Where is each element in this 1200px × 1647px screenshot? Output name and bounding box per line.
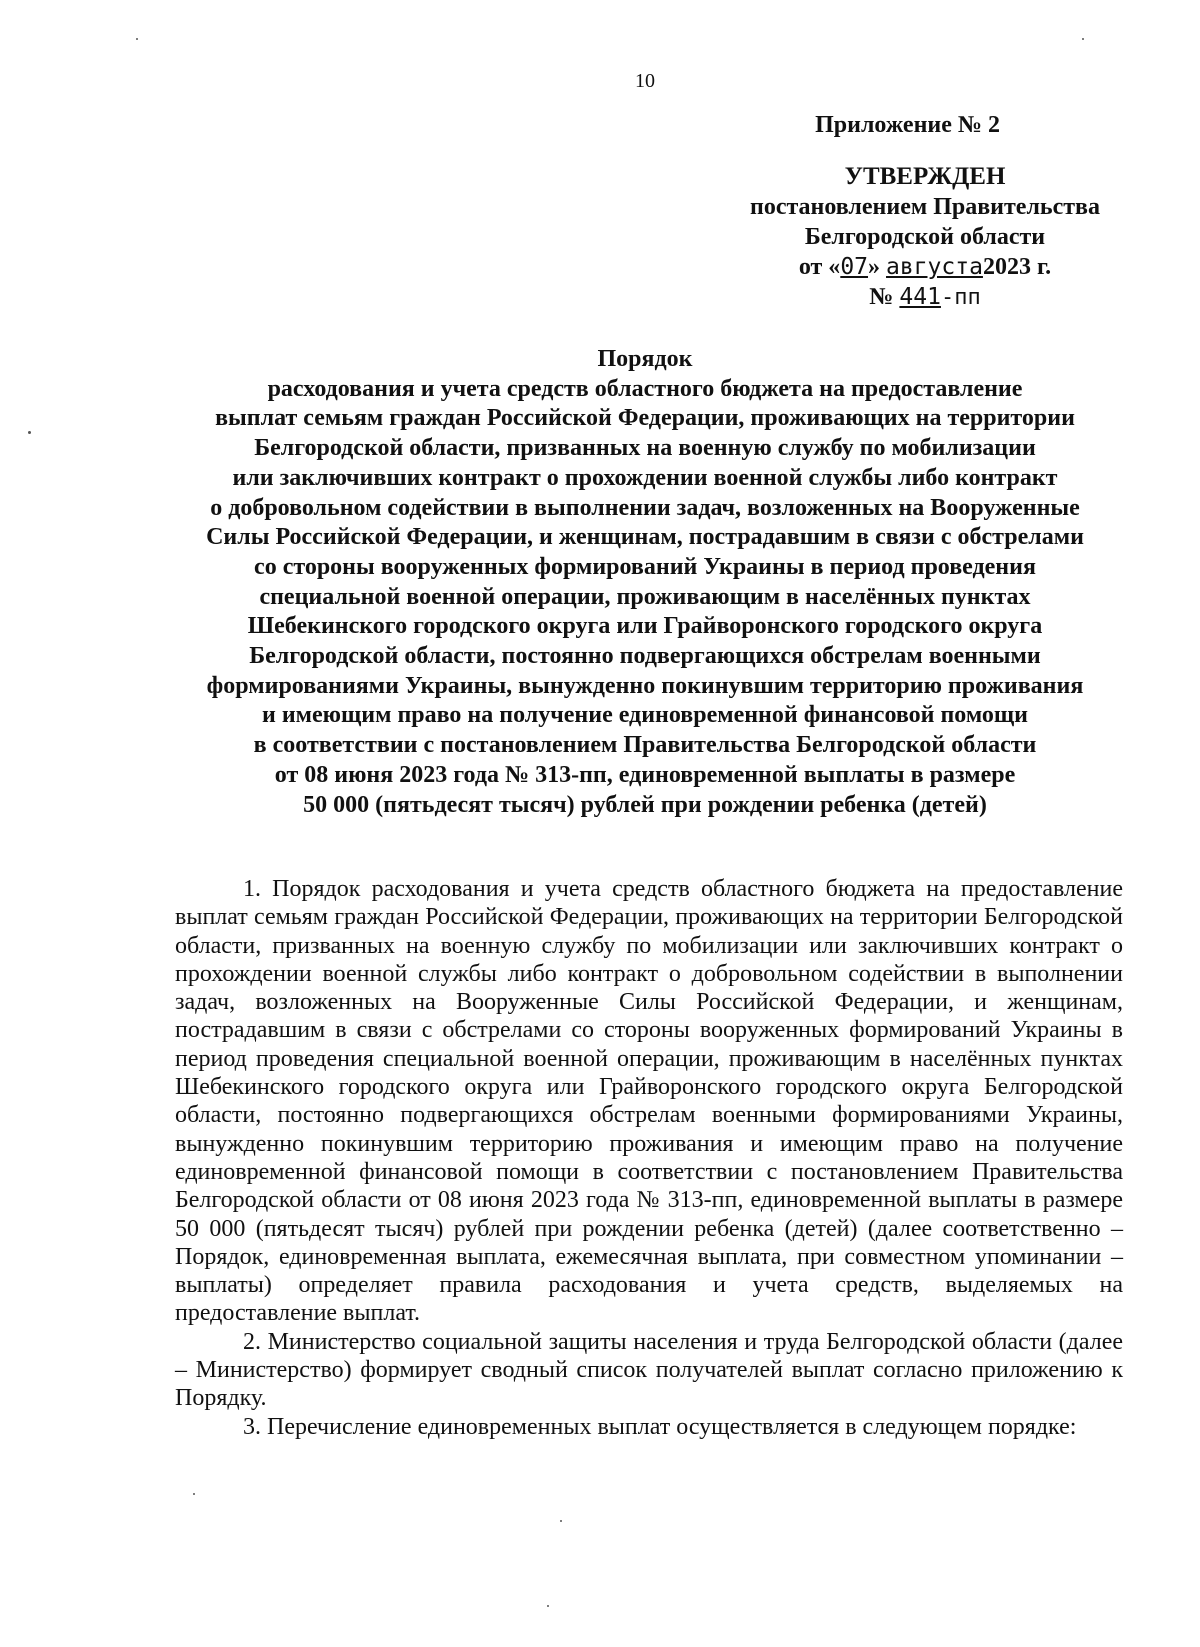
title-line: Силы Российской Федерации, и женщинам, пострадавшим в связи с обстрелами bbox=[206, 524, 1084, 551]
number-suffix: -пп bbox=[940, 285, 981, 310]
scan-speck bbox=[547, 1605, 549, 1607]
title-line: Шебекинского городского округа или Грайворонского городского округа bbox=[247, 613, 1043, 640]
date-mid: » bbox=[868, 254, 881, 280]
number-value: 441 bbox=[899, 284, 941, 310]
scan-speck bbox=[193, 1493, 195, 1495]
approval-block bbox=[700, 110, 1150, 313]
title-line: в соответствии с постановлением Правительства Белгородской области bbox=[253, 732, 1037, 759]
title-line: или заключивших контракт о прохождении военной службы либо контракт bbox=[232, 464, 1058, 491]
title-line: расходования и учета средств областного бюджета на предоставление bbox=[267, 375, 1023, 402]
title-line: от 08 июня 2023 года № 313-пп, единовременной выплаты в размере bbox=[274, 761, 1016, 788]
document-title bbox=[170, 345, 1120, 820]
approval-date bbox=[700, 252, 1150, 282]
date-month: августа bbox=[886, 254, 983, 280]
approval-number bbox=[700, 282, 1150, 313]
paragraph-1: 1. Порядок расходования и учета средств областного бюджета на предоставление выплат семьям граждан Российской Федерации, проживающих на территории Белгородской области, призванных на военную службу по мобилизации или заключивших контракт о прохождении военной службы либо контракт о добровольном содействии в выполнении задач, возложенных на Вооруженные Силы Российской Федерации, и женщинам, пострадавшим в связи с обстрелами со стороны вооруженных формирований Украины в период проведения специальной военной операции, проживающим в населённых пунктах Шебекинского городского округа или Грайворонского городского округа Белгородской области, постоянно подвергающихся обстрелам военными формированиями Украины, вынужденно покинувшим территорию проживания и имеющим право на получение единовременной финансовой помощи в соответствии с постановлением Правительства Белгородской области от 08 июня 2023 года № 313-пп, единовременной выплаты в размере 50 000 (пятьдесят тысяч) рублей при рождении ребенка (детей) (далее соответственно – Порядок, единовременная выплата, ежемесячная выплата, при совместном упоминании – выплаты) определяет правила расходования и учета средств, выделяемых на предоставление выплат. bbox=[175, 876, 1123, 1327]
document-body bbox=[175, 875, 1123, 1441]
title-heading: Порядок bbox=[597, 346, 693, 372]
date-day: 07 bbox=[840, 254, 869, 280]
date-suffix: 2023 г. bbox=[982, 254, 1052, 280]
title-line: 50 000 (пятьдесят тысяч) рублей при рождении ребенка (детей) bbox=[303, 791, 987, 818]
title-line: Белгородской области, постоянно подвергающихся обстрелам военными bbox=[249, 643, 1041, 670]
number-prefix: № bbox=[869, 284, 894, 310]
appendix-label: Приложение № 2 bbox=[815, 112, 1000, 138]
paragraph-2: 2. Министерство социальной защиты населения и труда Белгородской области (далее – Министерство) формирует сводный список получателей выплат согласно приложению к Порядку. bbox=[175, 1328, 1123, 1412]
scan-speck bbox=[136, 38, 138, 40]
paragraph-3: 3. Перечисление единовременных выплат осуществляется в следующем порядке: bbox=[243, 1413, 1077, 1440]
title-line: и имеющим право на получение единовременной финансовой помощи bbox=[262, 702, 1028, 729]
title-line: Белгородской области, призванных на военную службу по мобилизации bbox=[254, 435, 1036, 462]
title-line: о добровольном содействии в выполнении задач, возложенных на Вооруженные bbox=[210, 494, 1080, 521]
title-line: формированиями Украины, вынужденно покинувшим территорию проживания bbox=[206, 672, 1084, 699]
title-line: со стороны вооруженных формирований Украины в период проведения bbox=[254, 553, 1036, 580]
date-prefix: от « bbox=[798, 254, 841, 280]
approved-heading: УТВЕРЖДЕН bbox=[844, 163, 1006, 190]
page-number: 10 bbox=[635, 70, 655, 92]
scan-speck bbox=[28, 431, 31, 434]
title-line: выплат семьям граждан Российской Федерации, проживающих на территории bbox=[215, 405, 1075, 432]
approval-line-1: постановлением Правительства bbox=[749, 194, 1100, 220]
title-line: специальной военной операции, проживающим в населённых пунктах bbox=[259, 583, 1031, 610]
approval-line-2: Белгородской области bbox=[804, 224, 1046, 250]
scan-speck bbox=[560, 1520, 562, 1522]
scan-speck bbox=[1082, 38, 1084, 40]
